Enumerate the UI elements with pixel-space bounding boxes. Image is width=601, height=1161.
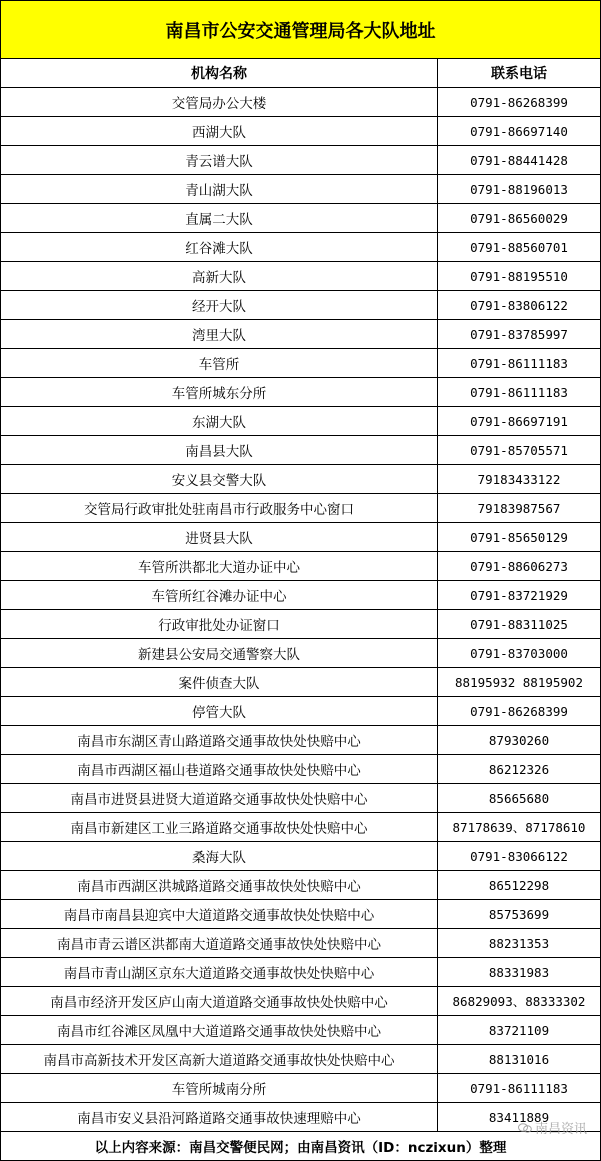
row-phone: 86512298 [438,871,600,900]
row-phone: 0791-86268399 [438,697,600,726]
column-header-phone: 联系电话 [438,59,600,88]
row-name: 南昌市西湖区福山巷道路交通事故快处快赔中心 [1,755,438,784]
row-name: 西湖大队 [1,117,438,146]
row-phone: 86212326 [438,755,600,784]
row-name: 车管所城东分所 [1,378,438,407]
row-name: 车管所红谷滩办证中心 [1,581,438,610]
row-phone: 0791-86111183 [438,378,600,407]
row-name: 车管所洪都北大道办证中心 [1,552,438,581]
row-phone: 0791-88196013 [438,175,600,204]
row-name: 新建县公安局交通警察大队 [1,639,438,668]
row-name: 南昌市南昌县迎宾中大道道路交通事故快处快赔中心 [1,900,438,929]
row-phone: 85665680 [438,784,600,813]
row-name: 南昌市经济开发区庐山南大道道路交通事故快处快赔中心 [1,987,438,1016]
row-name: 东湖大队 [1,407,438,436]
row-name: 案件侦查大队 [1,668,438,697]
row-phone: 88195932 88195902 [438,668,600,697]
row-phone: 0791-83806122 [438,291,600,320]
row-phone: 79183987567 [438,494,600,523]
row-phone: 0791-88606273 [438,552,600,581]
row-phone: 0791-88195510 [438,262,600,291]
row-name: 交管局行政审批处驻南昌市行政服务中心窗口 [1,494,438,523]
row-name: 青云谱大队 [1,146,438,175]
row-name: 南昌市东湖区青山路道路交通事故快处快赔中心 [1,726,438,755]
row-phone: 0791-85650129 [438,523,600,552]
row-name: 南昌市红谷滩区凤凰中大道道路交通事故快处快赔中心 [1,1016,438,1045]
row-phone: 83721109 [438,1016,600,1045]
row-phone: 79183433122 [438,465,600,494]
column-header-name: 机构名称 [1,59,438,88]
row-phone: 88131016 [438,1045,600,1074]
row-name: 交管局办公大楼 [1,88,438,117]
row-name: 行政审批处办证窗口 [1,610,438,639]
row-phone: 0791-83721929 [438,581,600,610]
row-phone: 0791-83066122 [438,842,600,871]
row-name: 青山湖大队 [1,175,438,204]
row-name: 经开大队 [1,291,438,320]
row-phone: 0791-85705571 [438,436,600,465]
row-name: 南昌市安义县沿河路道路交通事故快速理赔中心 [1,1103,438,1132]
row-name: 南昌市青云谱区洪都南大道道路交通事故快处快赔中心 [1,929,438,958]
row-name: 南昌市高新技术开发区高新大道道路交通事故快处快赔中心 [1,1045,438,1074]
row-name: 高新大队 [1,262,438,291]
row-phone: 86829093、88333302 [438,987,600,1016]
row-phone: 88331983 [438,958,600,987]
row-phone: 0791-88560701 [438,233,600,262]
wechat-icon [518,1123,532,1133]
row-phone: 83411889 [438,1103,600,1132]
row-phone: 0791-83785997 [438,320,600,349]
row-phone: 87930260 [438,726,600,755]
table-title: 南昌市公安交通管理局各大队地址 [1,1,600,59]
row-name: 安义县交警大队 [1,465,438,494]
row-phone: 0791-86111183 [438,1074,600,1103]
row-phone: 0791-86111183 [438,349,600,378]
row-name: 直属二大队 [1,204,438,233]
row-phone: 0791-86697191 [438,407,600,436]
row-name: 车管所城南分所 [1,1074,438,1103]
source-footer: 以上内容来源：南昌交警便民网；由南昌资讯（ID：nczixun）整理 [94,1139,507,1156]
row-name: 桑海大队 [1,842,438,871]
row-phone: 85753699 [438,900,600,929]
row-name: 停管大队 [1,697,438,726]
row-phone: 0791-88441428 [438,146,600,175]
row-name: 南昌市进贤县进贤大道道路交通事故快处快赔中心 [1,784,438,813]
watermark-text: 南昌资讯 [534,1122,587,1137]
row-phone: 0791-86697140 [438,117,600,146]
row-name: 南昌市青山湖区京东大道道路交通事故快处快赔中心 [1,958,438,987]
row-name: 进贤县大队 [1,523,438,552]
row-phone: 0791-88311025 [438,610,600,639]
row-phone: 88231353 [438,929,600,958]
row-name: 南昌市新建区工业三路道路交通事故快处快赔中心 [1,813,438,842]
row-name: 红谷滩大队 [1,233,438,262]
row-name: 车管所 [1,349,438,378]
row-phone: 0791-83703000 [438,639,600,668]
row-phone: 0791-86560029 [438,204,600,233]
row-name: 湾里大队 [1,320,438,349]
row-name: 南昌县大队 [1,436,438,465]
watermark [518,1118,587,1137]
row-phone: 0791-86268399 [438,88,600,117]
row-name: 南昌市西湖区洪城路道路交通事故快处快赔中心 [1,871,438,900]
row-phone: 87178639、87178610 [438,813,600,842]
